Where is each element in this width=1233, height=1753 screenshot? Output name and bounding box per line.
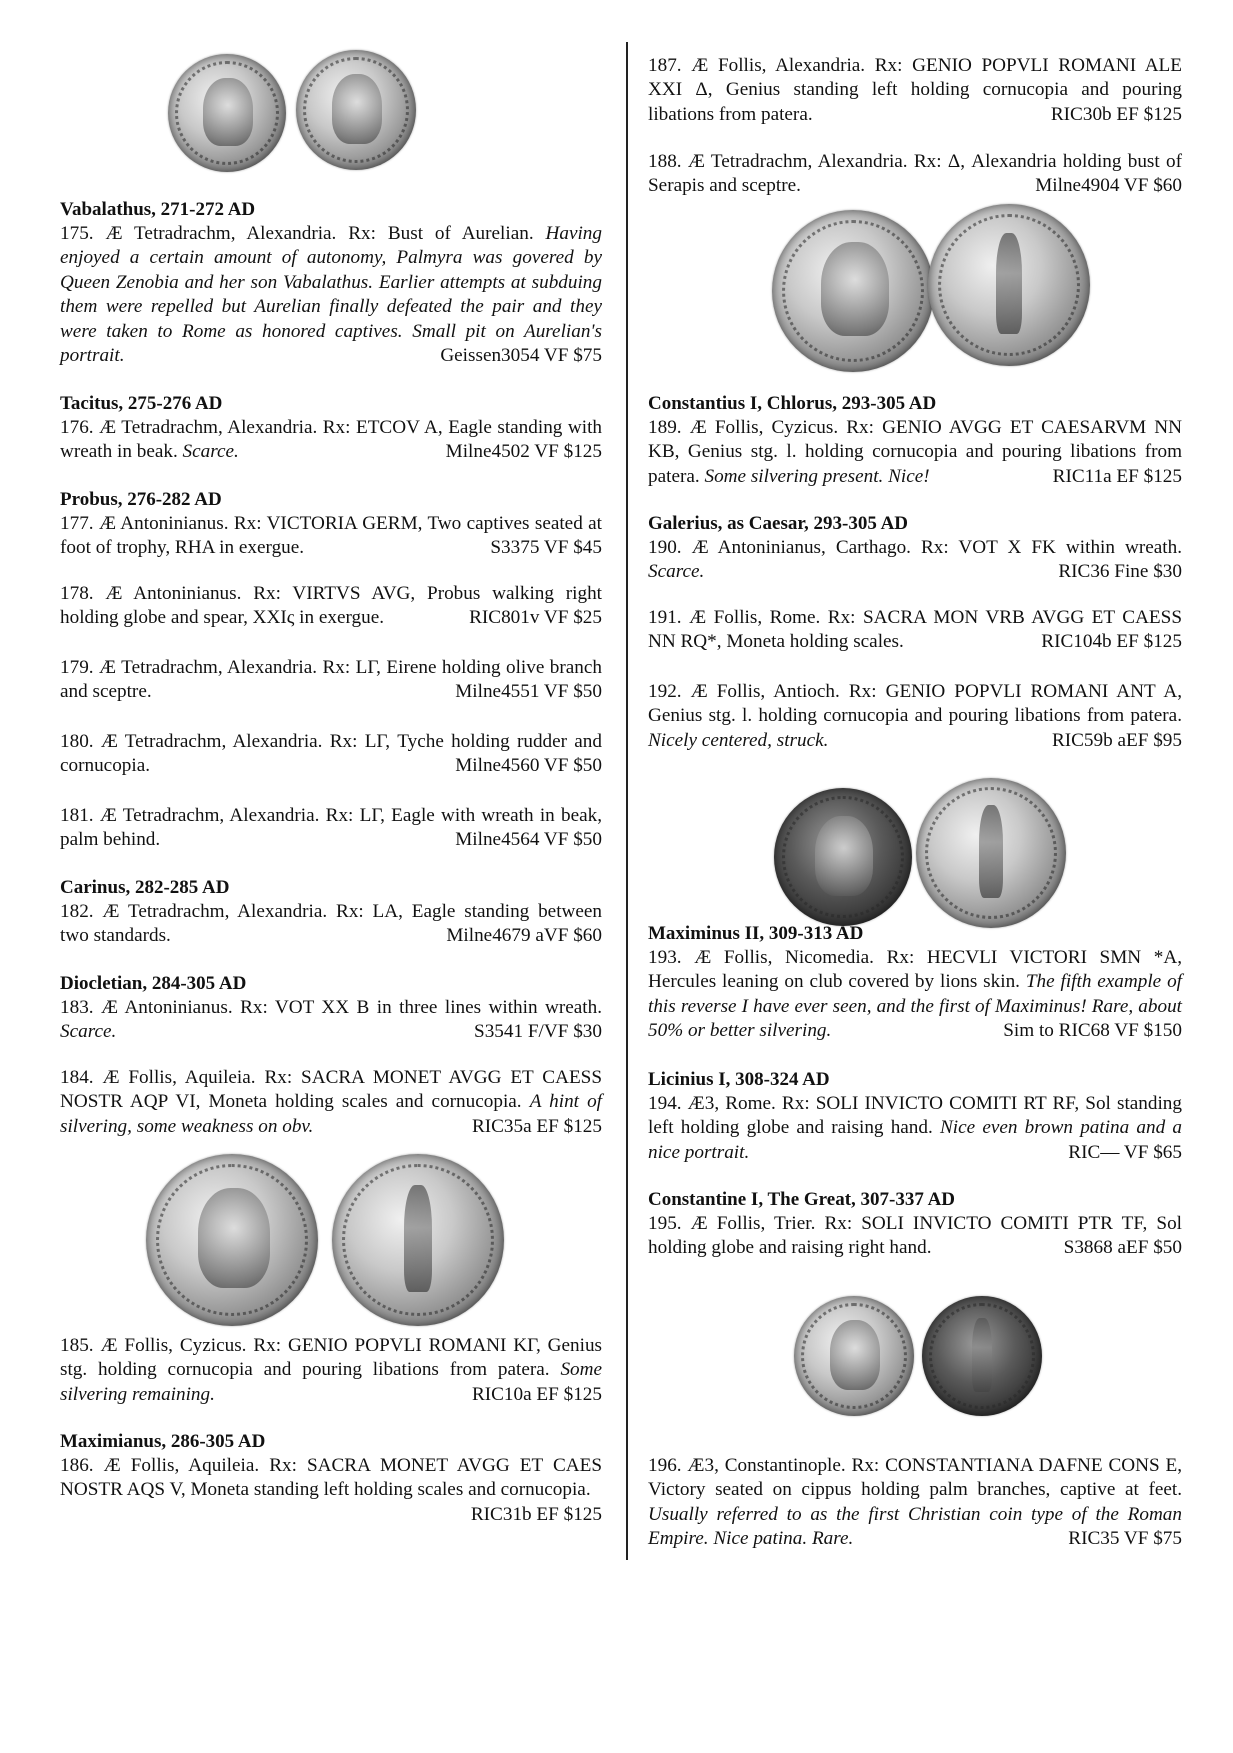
lot-price: RIC801v VF $25: [469, 607, 602, 629]
ruler-heading: Constantius I, Chlorus, 293-305 AD: [648, 393, 937, 414]
lot-184: [60, 1066, 602, 1139]
lot-description: 193. Æ Follis, Nicomedia. Rx: HECVLI VICTORI SMN *A, Hercules leaning on club covered by lions skin. The fifth example of this reverse I have ever seen, and the first of Maximinus! Rare, about 50% or better silvering. Sim to RIC68 VF $150: [648, 946, 1182, 1044]
coin-photo-192: [774, 778, 1064, 928]
lot-description: 183. Æ Antoninianus. Rx: VOT XX B in three lines within wreath. Scarce. S3541 F/VF $30: [60, 996, 602, 1045]
lot-description: 180. Æ Tetradrachm, Alexandria. Rx: LΓ, Tyche holding rudder and cornucopia. Milne4560 VF $50: [60, 730, 602, 779]
coin-obverse: [794, 1296, 914, 1416]
lot-description: 186. Æ Follis, Aquileia. Rx: SACRA MONET AVGG ET CAES NOSTR AQS V, Moneta standing left holding scales and cornucopia. RIC31b EF $125: [60, 1454, 602, 1503]
lot-price: Milne4502 VF $125: [445, 441, 602, 463]
ruler-heading: Probus, 276-282 AD: [60, 489, 222, 510]
lot-price: Sim to RIC68 VF $150: [1003, 1020, 1182, 1042]
coin-obverse: [774, 788, 912, 926]
ruler-heading: Carinus, 282-285 AD: [60, 877, 230, 898]
lot-description: 184. Æ Follis, Aquileia. Rx: SACRA MONET AVGG ET CAESS NOSTR AQP VI, Moneta holding scales and cornucopia. A hint of silvering, some weakness on obv. RIC35a EF $125: [60, 1066, 602, 1139]
coin-photo-195: [794, 1292, 1044, 1422]
coin-photo-184: [146, 1150, 506, 1330]
lot-187: [648, 54, 1182, 127]
lot-181: [60, 804, 602, 853]
lot-price: RIC35 VF $75: [1068, 1528, 1182, 1550]
lot-description: 185. Æ Follis, Cyzicus. Rx: GENIO POPVLI ROMANI KΓ, Genius stg. holding cornucopia and pouring libations from patera. Some silvering remaining. RIC10a EF $125: [60, 1334, 602, 1407]
lot-price: Geissen3054 VF $75: [440, 345, 602, 367]
lot-177: [60, 488, 602, 561]
lot-description: 192. Æ Follis, Antioch. Rx: GENIO POPVLI ROMANI ANT A, Genius stg. l. holding cornucopia and pouring libations from patera. Nicely centered, struck. RIC59b aEF $95: [648, 680, 1182, 753]
lot-price: RIC59b aEF $95: [1051, 729, 1182, 751]
lot-price: RIC35a EF $125: [471, 1115, 602, 1137]
lot-194: [648, 1068, 1182, 1165]
lot-179: [60, 656, 602, 705]
lot-price: RIC30b EF $125: [1050, 103, 1182, 125]
lot-182: [60, 876, 602, 949]
coin-reverse: [296, 50, 416, 170]
lot-description: 177. Æ Antoninianus. Rx: VICTORIA GERM, Two captives seated at foot of trophy, RHA in exergue. S3375 VF $45: [60, 512, 602, 561]
lot-188: [648, 150, 1182, 199]
lot-description: 191. Æ Follis, Rome. Rx: SACRA MON VRB AVGG ET CAESS NN RQ*, Moneta holding scales. RIC104b EF $125: [648, 606, 1182, 655]
lot-190: [648, 512, 1182, 585]
lot-176: [60, 392, 602, 465]
lot-196: [648, 1454, 1182, 1552]
ruler-heading: Tacitus, 275-276 AD: [60, 393, 223, 414]
lot-description: 187. Æ Follis, Alexandria. Rx: GENIO POPVLI ROMANI ALE XXI Δ, Genius standing left holding cornucopia and pouring libations from patera. RIC30b EF $125: [648, 54, 1182, 127]
lot-price: S3868 aEF $50: [1063, 1237, 1182, 1259]
ruler-heading: Licinius I, 308-324 AD: [648, 1069, 830, 1090]
lot-192: [648, 680, 1182, 753]
lot-description: 182. Æ Tetradrachm, Alexandria. Rx: LA, Eagle standing between two standards. Milne4679 aVF $60: [60, 900, 602, 949]
lot-description: 188. Æ Tetradrachm, Alexandria. Rx: Δ, Alexandria holding bust of Serapis and sceptre. Milne4904 VF $60: [648, 150, 1182, 199]
lot-price: RIC10a EF $125: [471, 1383, 602, 1405]
lot-175: [60, 198, 602, 368]
lot-183: [60, 972, 602, 1045]
coin-reverse: [916, 778, 1066, 928]
lot-description: 181. Æ Tetradrachm, Alexandria. Rx: LΓ, Eagle with wreath in beak, palm behind. Milne4564 VF $50: [60, 804, 602, 853]
coin-photo-175: [164, 50, 404, 180]
lot-price: RIC— VF $65: [1068, 1141, 1182, 1163]
lot-description: 190. Æ Antoninianus, Carthago. Rx: VOT X FK within wreath. Scarce. RIC36 Fine $30: [648, 536, 1182, 585]
ruler-heading: Galerius, as Caesar, 293-305 AD: [648, 513, 909, 534]
lot-180: [60, 730, 602, 779]
ruler-heading: Maximianus, 286-305 AD: [60, 1431, 266, 1452]
lot-price: Milne4560 VF $50: [455, 755, 602, 777]
lot-191: [648, 606, 1182, 655]
lot-178: [60, 582, 602, 631]
lot-price: Milne4551 VF $50: [455, 681, 602, 703]
lot-price: Milne4564 VF $50: [455, 829, 602, 851]
ruler-heading: Maximinus II, 309-313 AD: [648, 923, 864, 944]
lot-description: 196. Æ3, Constantinople. Rx: CONSTANTIANA DAFNE CONS E, Victory seated on cippus holding palm branches, captive at feet. Usually referred to as the first Christian coin type of the Roman Empire. Nice patina. Rare. RIC35 VF $75: [648, 1454, 1182, 1552]
lot-price: RIC104b EF $125: [1041, 631, 1182, 653]
coin-reverse: [922, 1296, 1042, 1416]
coin-reverse: [928, 204, 1090, 366]
ruler-heading: Diocletian, 284-305 AD: [60, 973, 247, 994]
coin-obverse: [146, 1154, 318, 1326]
lot-189: [648, 392, 1182, 489]
coin-reverse: [332, 1154, 504, 1326]
lot-description: 195. Æ Follis, Trier. Rx: SOLI INVICTO COMITI PTR TF, Sol holding globe and raising right hand. S3868 aEF $50: [648, 1212, 1182, 1261]
lot-description: 179. Æ Tetradrachm, Alexandria. Rx: LΓ, Eirene holding olive branch and sceptre. Milne4551 VF $50: [60, 656, 602, 705]
ruler-heading: Constantine I, The Great, 307-337 AD: [648, 1189, 956, 1210]
lot-195: [648, 1188, 1182, 1261]
lot-price: Milne4679 aVF $60: [446, 925, 602, 947]
lot-description: 176. Æ Tetradrachm, Alexandria. Rx: ETCOV A, Eagle standing with wreath in beak. Scarce. Milne4502 VF $125: [60, 416, 602, 465]
lot-193: [648, 922, 1182, 1044]
lot-price: RIC36 Fine $30: [1058, 561, 1182, 583]
coin-photo-188: [772, 204, 1082, 378]
lot-price: RIC11a EF $125: [1052, 465, 1182, 487]
lot-186: [60, 1430, 602, 1527]
lot-description: 194. Æ3, Rome. Rx: SOLI INVICTO COMITI RT RF, Sol standing left holding globe and raising hand. Nice even brown patina and a nice portrait. RIC— VF $65: [648, 1092, 1182, 1165]
coin-obverse: [168, 54, 286, 172]
column-divider: [626, 42, 628, 1560]
lot-185: [60, 1334, 602, 1407]
lot-price: S3375 VF $45: [490, 537, 602, 559]
ruler-heading: Vabalathus, 271-272 AD: [60, 199, 256, 220]
lot-description: 178. Æ Antoninianus. Rx: VIRTVS AVG, Probus walking right holding globe and spear, XXIς in exergue. RIC801v VF $25: [60, 582, 602, 631]
lot-description: 189. Æ Follis, Cyzicus. Rx: GENIO AVGG ET CAESARVM NN KB, Genius stg. l. holding cornucopia and pouring libations from patera. Some silvering present. Nice! RIC11a EF $125: [648, 416, 1182, 489]
coin-obverse: [772, 210, 934, 372]
lot-price: Milne4904 VF $60: [1035, 175, 1182, 197]
lot-price: S3541 F/VF $30: [474, 1021, 602, 1043]
lot-price: RIC31b EF $125: [470, 1503, 602, 1525]
lot-description: 175. Æ Tetradrachm, Alexandria. Rx: Bust of Aurelian. Having enjoyed a certain amount of autonomy, Palmyra was govered by Queen Zenobia and her son Vabalathus. Earlier attempts at subduing them were repelled but Aurelian finally defeated the pair and they were taken to Rome as honored captives. Small pit on Aurelian's portrait. Geissen3054 VF $75: [60, 222, 602, 368]
